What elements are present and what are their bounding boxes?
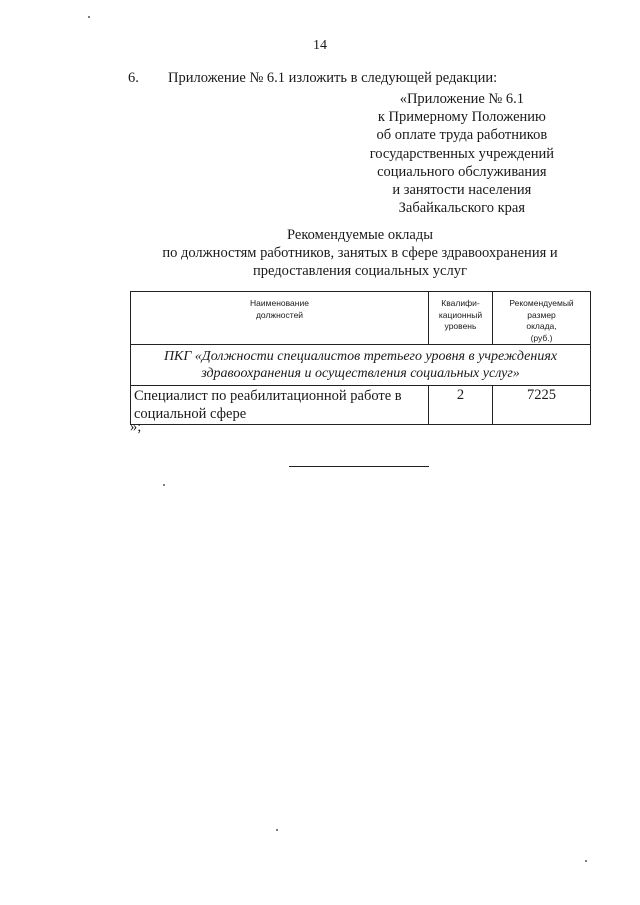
table-row: [131, 386, 591, 425]
appendix-line: социального обслуживания: [377, 163, 547, 180]
closing-quote: »;: [130, 419, 142, 435]
salary-amount: 7225: [493, 386, 591, 425]
qualification-level: 2: [429, 386, 493, 425]
page-number: 14: [313, 38, 327, 53]
table-header-row: [131, 292, 591, 345]
position-name: Специалист по реабилитационной работе в социальной сфере: [131, 386, 429, 425]
appendix-line: к Примерному Положению: [377, 109, 546, 126]
appendix-line: государственных учреждений: [369, 145, 554, 162]
group-title: ПКГ «Должности специалистов третьего уровня в учреждениях здравоохранения и осуществления социальных услуг»: [131, 345, 591, 386]
salary-table: [130, 291, 591, 425]
scan-speck: [163, 484, 165, 486]
header-level: Квалифи- кационный уровень: [429, 292, 493, 345]
header-salary: Рекомендуемый размер оклада, (руб.): [493, 292, 591, 345]
appendix-line: об оплате труда работников: [376, 127, 548, 144]
title-line: предоставления социальных услуг: [253, 263, 467, 279]
amendment-item: [128, 70, 497, 87]
title-line: по должностям работников, занятых в сфере здравоохранения и: [162, 245, 558, 261]
group-row: [131, 345, 591, 386]
item-text: Приложение № 6.1 изложить в следующей редакции:: [168, 70, 498, 86]
scan-speck: [276, 829, 278, 831]
scan-speck: [88, 16, 90, 18]
item-number: 6.: [128, 70, 139, 86]
appendix-line: и занятости населения: [392, 182, 532, 199]
separator-line: [289, 466, 429, 467]
title-line: Рекомендуемые оклады: [287, 227, 433, 243]
appendix-line: Забайкальского края: [398, 200, 526, 217]
document-title: [0, 226, 640, 280]
appendix-header: [370, 90, 554, 217]
appendix-line: «Приложение № 6.1: [399, 91, 524, 107]
scan-speck: [585, 860, 587, 862]
header-position: Наименование должностей: [131, 292, 429, 345]
